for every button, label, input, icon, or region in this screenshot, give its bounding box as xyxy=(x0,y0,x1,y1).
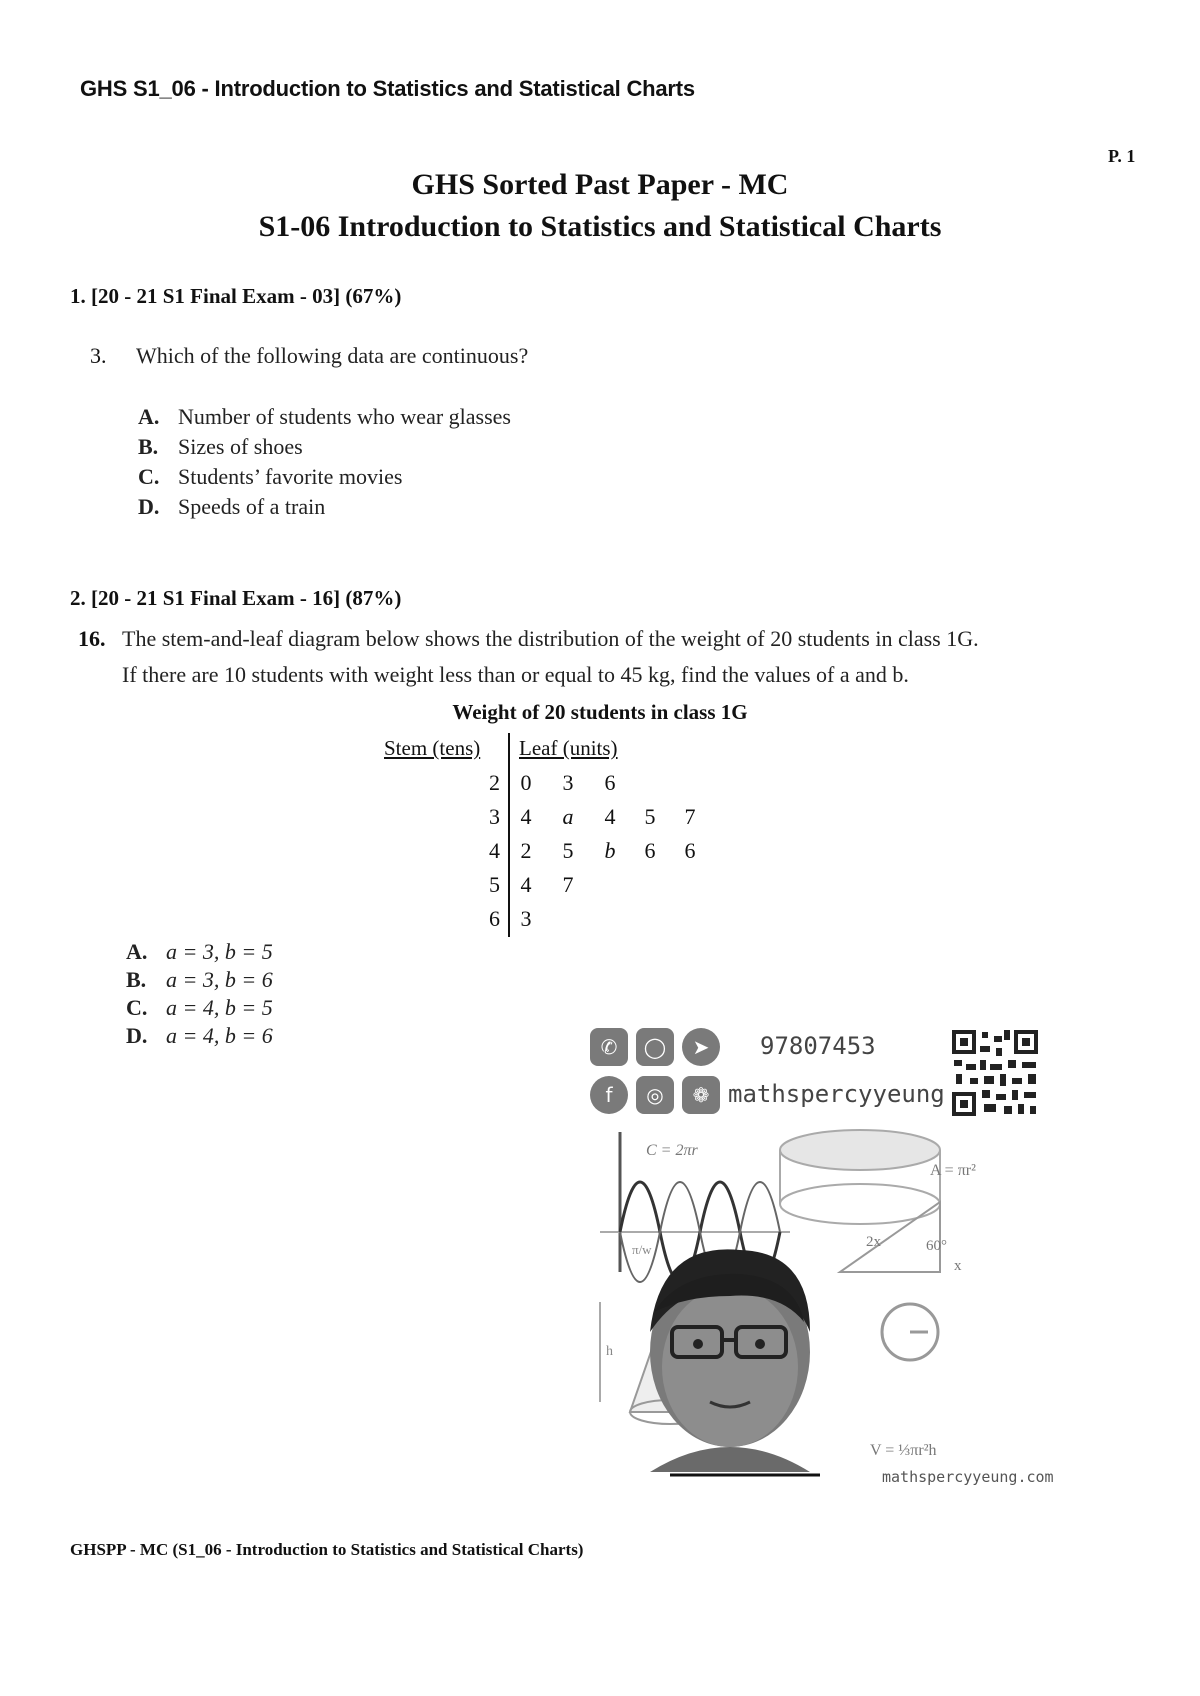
question-1-number: 3. xyxy=(90,343,107,368)
option-c xyxy=(126,994,273,1022)
leaf-header: Leaf (units) xyxy=(519,736,618,760)
qr-code-icon[interactable] xyxy=(950,1028,1040,1118)
option-c xyxy=(138,462,511,492)
table-row xyxy=(470,872,730,902)
option-text: Sizes of shoes xyxy=(178,434,303,459)
leaf-value: 7 xyxy=(562,872,574,897)
page-header-title: GHS S1_06 - Introduction to Statistics and Statistical Charts xyxy=(80,76,695,101)
question-1-text: Which of the following data are continuous? xyxy=(136,343,529,368)
stem-value: 2 xyxy=(489,770,500,795)
option-letter: B. xyxy=(126,967,147,992)
table-title: Weight of 20 students in class 1G xyxy=(452,700,748,724)
option-a xyxy=(126,938,273,966)
math-background-graphic xyxy=(590,1122,1050,1492)
option-letter: A. xyxy=(138,404,160,429)
leaf-value: 5 xyxy=(644,804,656,829)
social-handle: mathspercyyeung xyxy=(728,1080,945,1108)
option-d xyxy=(126,1022,273,1050)
formula-angle: 60° xyxy=(926,1238,947,1254)
question-2-text-line2: If there are 10 students with weight less than or equal to 45 kg, find the values of a and b. xyxy=(122,662,909,687)
leaf-value: 6 xyxy=(644,838,656,863)
signal-icon[interactable]: ◯ xyxy=(636,1028,674,1066)
option-b xyxy=(126,966,273,994)
formula-circumference: C = 2πr xyxy=(646,1142,698,1159)
contact-block xyxy=(590,1028,1050,1118)
leaf-value: 5 xyxy=(562,838,574,863)
leaf-value: 4 xyxy=(520,872,532,897)
option-text: a = 4, b = 6 xyxy=(166,1023,273,1048)
table-row xyxy=(470,804,730,834)
table-row xyxy=(470,906,730,936)
option-text: Number of students who wear glasses xyxy=(178,404,511,429)
stem-value: 4 xyxy=(489,838,500,863)
website-url[interactable]: mathspercyyeung.com xyxy=(882,1468,1054,1486)
leaf-value: 3 xyxy=(520,906,532,931)
wechat-icon[interactable]: ❁ xyxy=(682,1076,720,1114)
leaf-value: 0 xyxy=(520,770,532,795)
question-1-heading: 1. [20 - 21 S1 Final Exam - 03] (67%) xyxy=(70,284,402,308)
whatsapp-icon[interactable]: ✆ xyxy=(590,1028,628,1066)
facebook-icon[interactable]: f xyxy=(590,1076,628,1114)
table-row xyxy=(470,770,730,800)
formula-area: A = πr² xyxy=(930,1162,976,1179)
stem-value: 6 xyxy=(489,906,500,931)
option-text: a = 3, b = 6 xyxy=(166,967,273,992)
document-title: GHS Sorted Past Paper - MC xyxy=(411,168,789,201)
document-subtitle: S1-06 Introduction to Statistics and Statistical Charts xyxy=(258,210,942,243)
formula-x: x xyxy=(954,1258,962,1274)
leaf-value: 2 xyxy=(520,838,532,863)
option-text: a = 3, b = 5 xyxy=(166,939,273,964)
telegram-icon[interactable]: ➤ xyxy=(682,1028,720,1066)
page-footer: GHSPP - MC (S1_06 - Introduction to Statistics and Statistical Charts) xyxy=(70,1540,584,1559)
formula-h: h xyxy=(606,1344,613,1359)
page-number: P. 1 xyxy=(1108,146,1136,166)
leaf-value: 4 xyxy=(604,804,616,829)
leaf-value: 7 xyxy=(684,804,696,829)
leaf-value: 6 xyxy=(684,838,696,863)
option-letter: D. xyxy=(126,1023,148,1048)
option-text: a = 4, b = 5 xyxy=(166,995,273,1020)
question-2-heading: 2. [20 - 21 S1 Final Exam - 16] (87%) xyxy=(70,586,402,610)
question-2-text-line1: The stem-and-leaf diagram below shows the distribution of the weight of 20 students in class 1G. xyxy=(122,626,979,651)
option-letter: C. xyxy=(138,464,160,489)
question-1-options xyxy=(138,402,511,522)
instagram-icon[interactable]: ◎ xyxy=(636,1076,674,1114)
avatar-illustration xyxy=(590,1122,1054,1492)
table-row xyxy=(470,838,730,868)
option-letter: A. xyxy=(126,939,148,964)
option-d xyxy=(138,492,511,522)
option-letter: B. xyxy=(138,434,159,459)
question-2-options xyxy=(126,938,273,1050)
formula-2x: 2x xyxy=(866,1234,881,1250)
leaf-value: 6 xyxy=(604,770,616,795)
option-letter: D. xyxy=(138,494,160,519)
formula-cone-volume: V = ⅓πr²h xyxy=(870,1442,937,1459)
question-2-number: 16. xyxy=(78,626,106,651)
phone-number: 97807453 xyxy=(760,1032,876,1060)
formula-pi-w: π/w xyxy=(632,1242,652,1257)
stem-value: 3 xyxy=(489,804,500,829)
leaf-value: 4 xyxy=(520,804,532,829)
stem-value: 5 xyxy=(489,872,500,897)
option-letter: C. xyxy=(126,995,148,1020)
option-text: Students’ favorite movies xyxy=(178,464,403,489)
stem-header: Stem (tens) xyxy=(384,736,481,760)
option-text: Speeds of a train xyxy=(178,494,326,519)
leaf-value: a xyxy=(562,804,574,829)
leaf-value: b xyxy=(604,838,616,863)
leaf-value: 3 xyxy=(562,770,574,795)
option-a xyxy=(138,402,511,432)
option-b xyxy=(138,432,511,462)
